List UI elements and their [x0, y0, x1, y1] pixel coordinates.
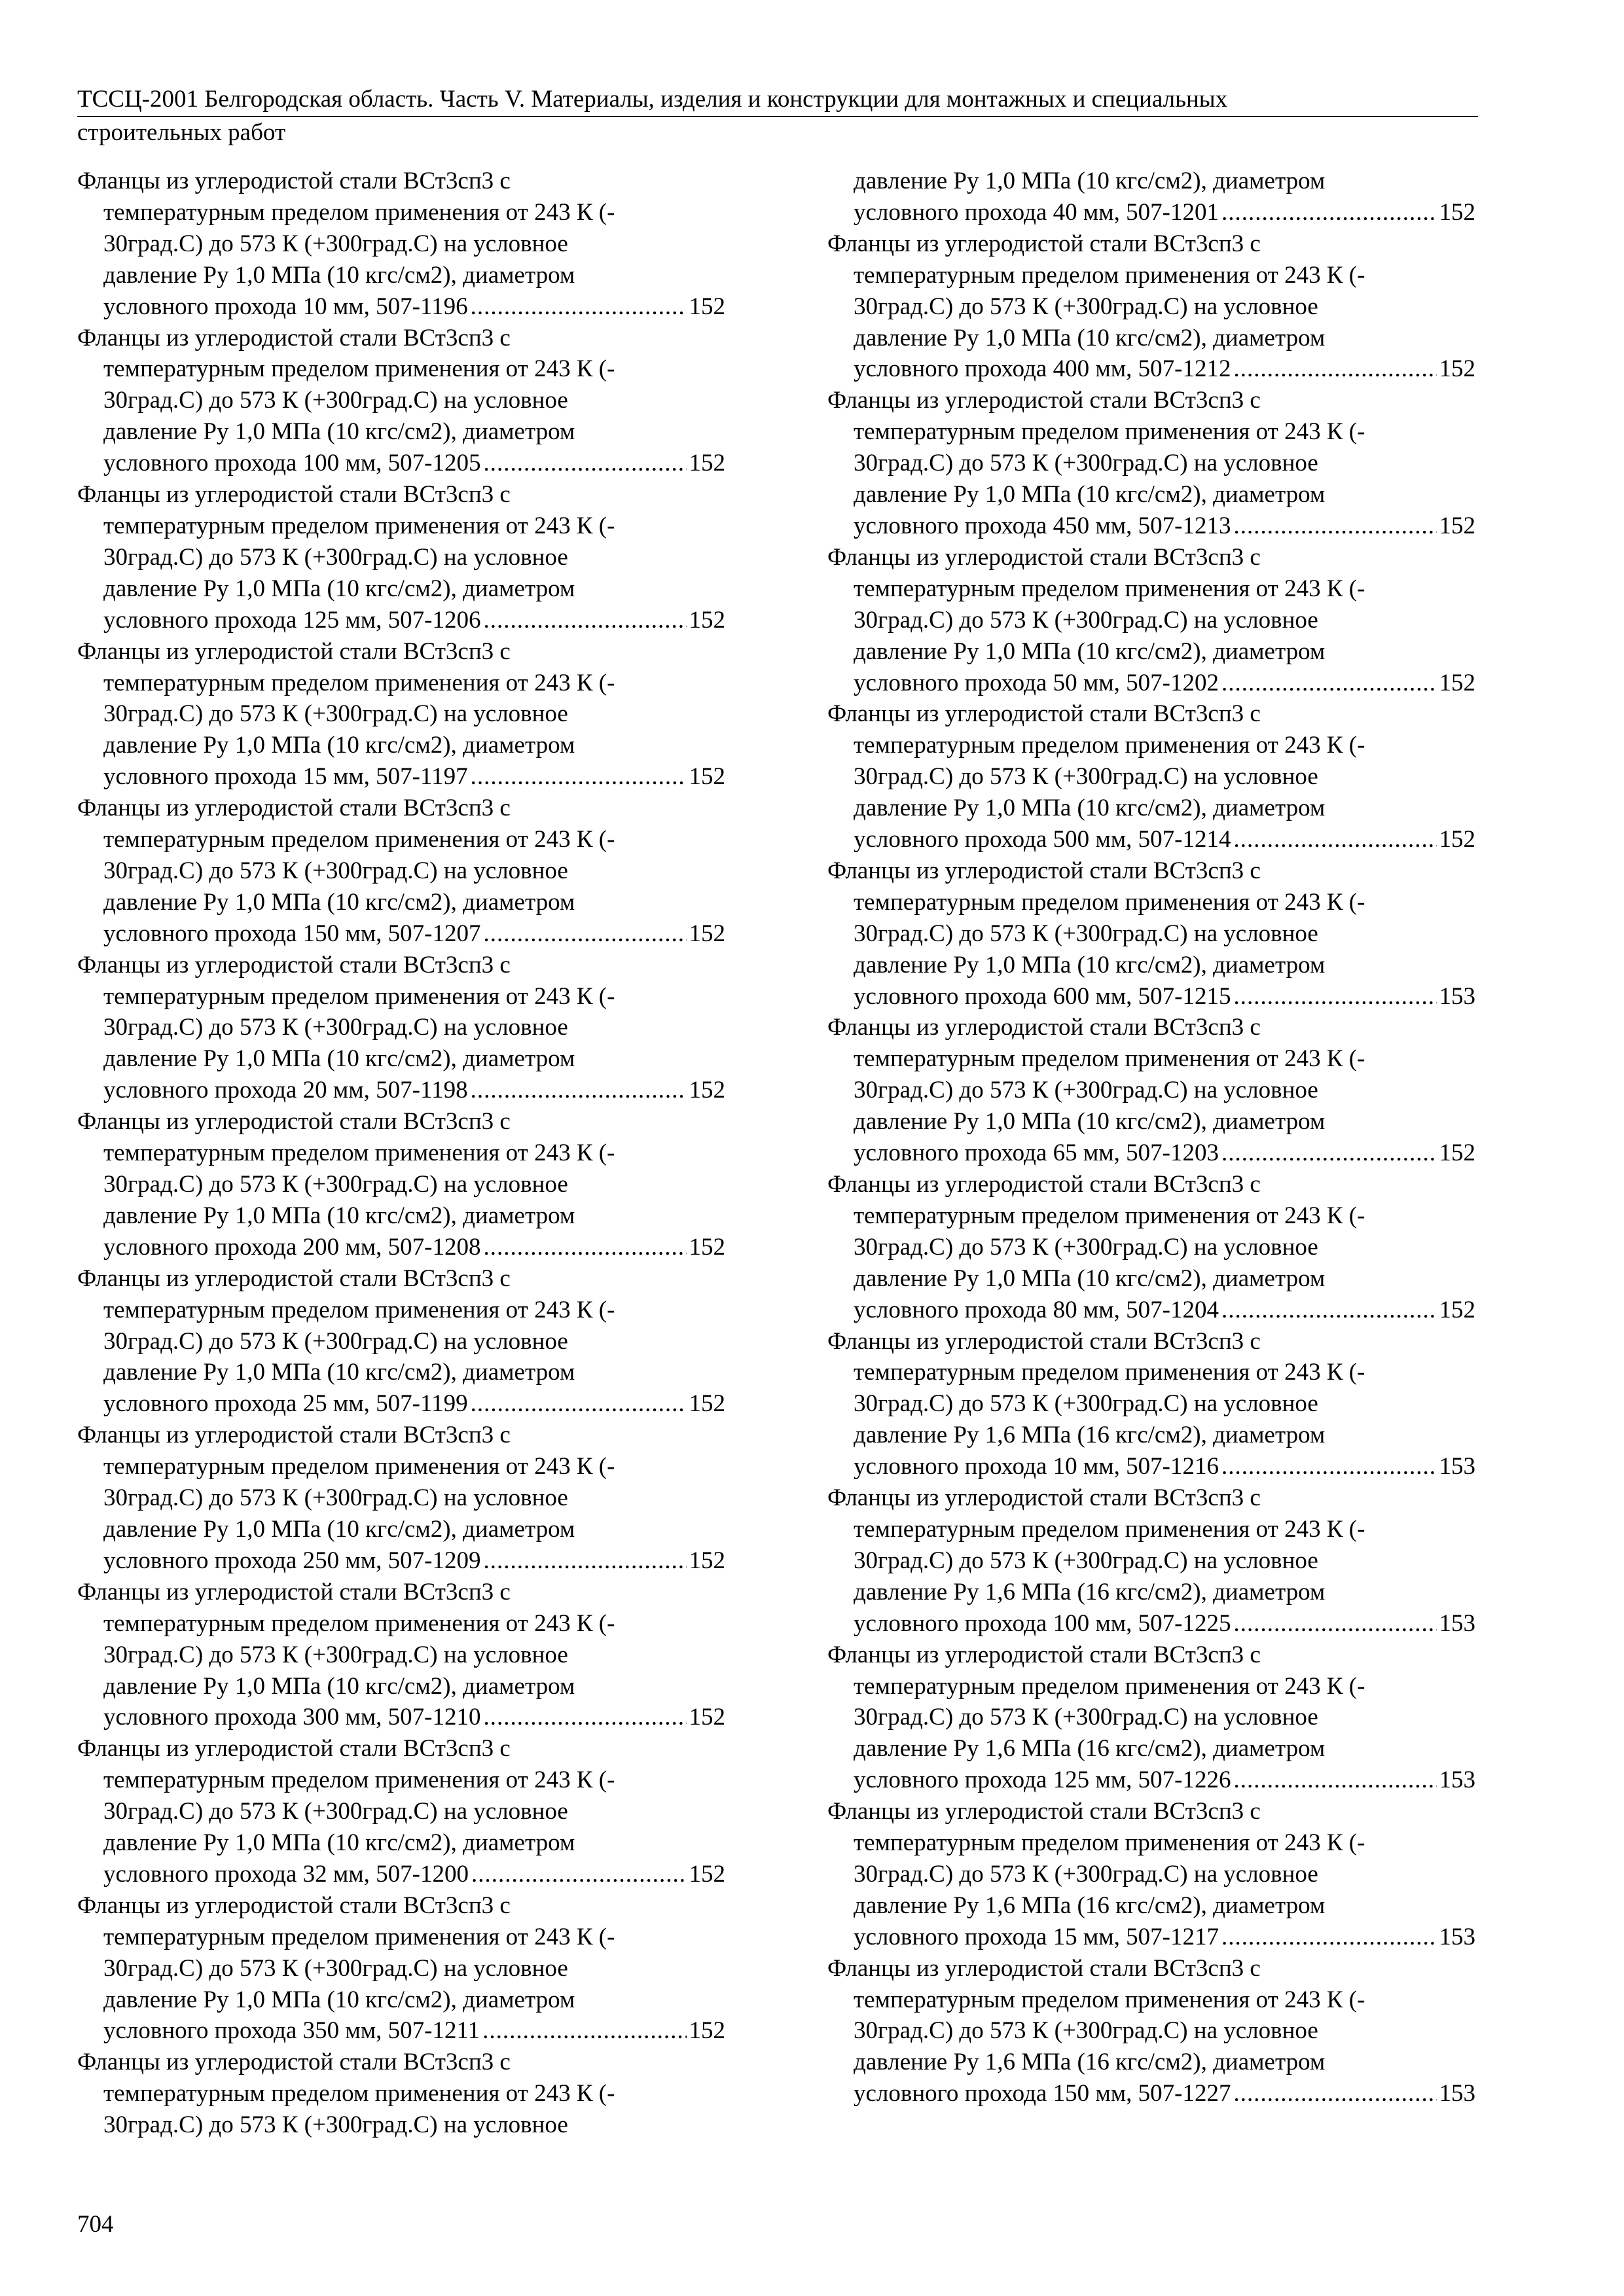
- entry-reference-line: [77, 605, 725, 636]
- dot-leader: [483, 1232, 686, 1263]
- entry-text-line: 30град.С) до 573 К (+300град.С) на условное: [854, 1390, 1318, 1418]
- entry-text-line: температурным пределом применения от 243 К (-: [103, 982, 615, 1010]
- index-entry: [77, 1106, 725, 1263]
- entry-text-line: давление Ру 1,6 МПа (16 кгс/см2), диаметром: [854, 1422, 1326, 1449]
- entry-reference-line: [827, 197, 1475, 228]
- entry-page-number: 152: [689, 1547, 725, 1574]
- entry-text-line: 30град.С) до 573 К (+300град.С) на условное: [103, 1484, 568, 1512]
- entry-text-line: температурным пределом применения от 243 К (-: [103, 512, 615, 539]
- entry-title-line: Фланцы из углеродистой стали ВСт3сп3 с: [77, 2049, 511, 2076]
- index-entry: [77, 166, 725, 323]
- index-entry: [827, 1953, 1475, 2110]
- entry-text-line: 30град.С) до 573 К (+300град.С) на условное: [854, 1233, 1318, 1261]
- dot-leader: [1233, 2078, 1436, 2109]
- dot-leader: [1233, 353, 1436, 385]
- entry-reference-line: [827, 668, 1475, 699]
- entry-text-line: температурным пределом применения от 243 К (-: [103, 2080, 615, 2108]
- entry-page-number: 152: [1439, 512, 1475, 539]
- entry-text-line: 30град.С) до 573 К (+300град.С) на условное: [103, 1171, 568, 1198]
- entry-title-line: Фланцы из углеродистой стали ВСт3сп3 с: [827, 387, 1261, 414]
- entry-reference-text: условного прохода 350 мм, 507-1211: [103, 2017, 480, 2045]
- index-entry: [77, 1733, 725, 1890]
- entry-reference-text: условного прохода 15 мм, 507-1197: [103, 763, 468, 791]
- entry-reference-line: [77, 1702, 725, 1733]
- entry-reference-text: условного прохода 20 мм, 507-1198: [103, 1077, 468, 1104]
- entry-text-line: температурным пределом применения от 243 К (-: [854, 261, 1365, 289]
- entry-title-line: Фланцы из углеродистой стали ВСт3сп3 с: [77, 168, 511, 194]
- entry-text-line: 30град.С) до 573 К (+300град.С) на условное: [103, 857, 568, 884]
- index-entry: [827, 855, 1475, 1013]
- dot-leader: [483, 1702, 686, 1733]
- index-entry: [827, 1012, 1475, 1169]
- index-entry: [77, 323, 725, 480]
- index-entry: [77, 1263, 725, 1420]
- dot-leader: [1221, 1138, 1437, 1169]
- entry-text-line: 30град.С) до 573 К (+300град.С) на условное: [854, 1077, 1318, 1104]
- dot-leader: [483, 605, 686, 636]
- entry-page-number: 153: [1439, 1767, 1475, 1794]
- entry-reference-line: [77, 1545, 725, 1577]
- entry-reference-text: условного прохода 65 мм, 507-1203: [854, 1139, 1219, 1167]
- entry-title-line: Фланцы из углеродистой стали ВСт3сп3 с: [827, 1327, 1261, 1355]
- header-title-line: ТССЦ-2001 Белгородская область. Часть V. Материалы, изделия и конструкции для монтажных и специальных: [77, 84, 1478, 117]
- entry-text-line: температурным пределом применения от 243 К (-: [103, 1139, 615, 1167]
- entry-page-number: 152: [1439, 669, 1475, 696]
- entry-reference-line: [827, 1765, 1475, 1796]
- entry-text-line: 30град.С) до 573 К (+300град.С) на условное: [103, 2111, 568, 2139]
- dot-leader: [471, 1388, 687, 1420]
- entry-title-line: Фланцы из углеродистой стали ВСт3сп3 с: [827, 543, 1261, 571]
- entry-title-line: Фланцы из углеродистой стали ВСт3сп3 с: [827, 1171, 1261, 1198]
- entry-reference-line: [827, 2078, 1475, 2109]
- entry-text-line: температурным пределом применения от 243 К (-: [103, 826, 615, 853]
- entry-reference-line: [827, 511, 1475, 542]
- entry-text-line: давление Ру 1,0 МПа (10 кгс/см2), диаметром: [103, 732, 575, 759]
- dot-leader: [1221, 668, 1437, 699]
- entry-text-line: давление Ру 1,0 МПа (10 кгс/см2), диаметром: [854, 795, 1326, 822]
- entry-title-line: Фланцы из углеродистой стали ВСт3сп3 с: [77, 481, 511, 509]
- entry-text-line: давление Ру 1,6 МПа (16 кгс/см2), диаметром: [854, 2049, 1326, 2076]
- entry-page-number: 152: [689, 763, 725, 791]
- entry-text-line: давление Ру 1,0 МПа (10 кгс/см2), диаметром: [854, 1108, 1326, 1136]
- entry-title-line: Фланцы из углеродистой стали ВСт3сп3 с: [77, 1578, 511, 1605]
- entry-reference-text: условного прохода 150 мм, 507-1207: [103, 920, 481, 947]
- entry-reference-text: условного прохода 100 мм, 507-1225: [854, 1609, 1231, 1637]
- entry-title-line: Фланцы из углеродистой стали ВСт3сп3 с: [77, 1108, 511, 1136]
- dot-leader: [1221, 1295, 1437, 1326]
- entry-text-line: давление Ру 1,0 МПа (10 кгс/см2), диаметром: [103, 1986, 575, 2013]
- dot-leader: [471, 761, 687, 793]
- dot-leader: [483, 918, 686, 950]
- entry-page-number: 152: [689, 1860, 725, 1888]
- entry-title-line: Фланцы из углеродистой стали ВСт3сп3 с: [77, 1892, 511, 1919]
- entry-reference-line: [77, 291, 725, 323]
- dot-leader: [1233, 824, 1436, 855]
- entry-text-line: температурным пределом применения от 243 К (-: [103, 198, 615, 226]
- entry-reference-line: [827, 353, 1475, 385]
- entry-text-line: давление Ру 1,0 МПа (10 кгс/см2), диаметром: [103, 418, 575, 446]
- entry-reference-text: условного прохода 500 мм, 507-1214: [854, 826, 1231, 853]
- index-entry: [77, 1890, 725, 2047]
- index-entry: [77, 1420, 725, 1577]
- entry-text-line: давление Ру 1,0 МПа (10 кгс/см2), диаметром: [103, 1515, 575, 1543]
- entry-text-line: температурным пределом применения от 243 К (-: [103, 355, 615, 383]
- page-number: 704: [77, 2211, 114, 2238]
- entry-text-line: давление Ру 1,0 МПа (10 кгс/см2), диаметром: [103, 1045, 575, 1073]
- entry-reference-text: условного прохода 125 мм, 507-1206: [103, 606, 481, 634]
- entry-text-line: температурным пределом применения от 243 К (-: [854, 1202, 1365, 1229]
- entry-page-number: 152: [1439, 198, 1475, 226]
- entry-title-line: Фланцы из углеродистой стали ВСт3сп3 с: [827, 857, 1261, 884]
- dot-leader: [1221, 1922, 1437, 1953]
- entry-text-line: температурным пределом применения от 243 К (-: [854, 1045, 1365, 1073]
- dot-leader: [482, 2015, 686, 2047]
- index-entry: [827, 1326, 1475, 1483]
- entry-text-line: температурным пределом применения от 243 К (-: [103, 1923, 615, 1950]
- entry-title-line: Фланцы из углеродистой стали ВСт3сп3 с: [827, 1954, 1261, 1982]
- index-entry: [827, 1482, 1475, 1640]
- entry-title-line: Фланцы из углеродистой стали ВСт3сп3 с: [77, 1265, 511, 1292]
- entry-text-line: 30град.С) до 573 К (+300град.С) на условное: [103, 1954, 568, 1982]
- entry-text-line: температурным пределом применения от 243 К (-: [103, 1453, 615, 1480]
- entry-reference-line: [77, 2015, 725, 2047]
- header-title-continuation: строительных работ: [77, 119, 286, 146]
- entry-text-line: 30град.С) до 573 К (+300град.С) на условное: [103, 1641, 568, 1668]
- entry-text-line: температурным пределом применения от 243 К (-: [854, 888, 1365, 916]
- entry-text-line: температурным пределом применения от 243 К (-: [854, 1986, 1365, 2013]
- entry-page-number: 152: [689, 1077, 725, 1104]
- entry-page-number: 153: [1439, 1923, 1475, 1950]
- dot-leader: [483, 448, 686, 479]
- entry-text-line: 30град.С) до 573 К (+300град.С) на условное: [854, 1704, 1318, 1731]
- entry-reference-line: [77, 761, 725, 793]
- entry-text-line: давление Ру 1,0 МПа (10 кгс/см2), диаметром: [103, 1359, 575, 1386]
- entry-page-number: 153: [1439, 982, 1475, 1010]
- entry-reference-line: [77, 1388, 725, 1420]
- entry-title-line: Фланцы из углеродистой стали ВСт3сп3 с: [77, 1422, 511, 1449]
- index-entry: [827, 542, 1475, 699]
- index-column-left: [77, 166, 725, 2141]
- entry-reference-text: условного прохода 25 мм, 507-1199: [103, 1390, 468, 1418]
- entry-page-number: 152: [689, 293, 725, 320]
- entry-text-line: температурным пределом применения от 243 К (-: [103, 1609, 615, 1637]
- entry-text-line: давление Ру 1,0 МПа (10 кгс/см2), диаметром: [854, 951, 1326, 978]
- entry-page-number: 152: [1439, 826, 1475, 853]
- entry-text-line: температурным пределом применения от 243 К (-: [854, 1672, 1365, 1700]
- entry-text-line: температурным пределом применения от 243 К (-: [854, 575, 1365, 602]
- index-entry: [827, 698, 1475, 855]
- entry-title-line: Фланцы из углеродистой стали ВСт3сп3 с: [827, 700, 1261, 728]
- entry-text-line: давление Ру 1,6 МПа (16 кгс/см2), диаметром: [854, 1892, 1326, 1919]
- entry-page-number: 153: [1439, 2080, 1475, 2108]
- entry-reference-text: условного прохода 450 мм, 507-1213: [854, 512, 1231, 539]
- entry-reference-line: [827, 1608, 1475, 1640]
- entry-page-number: 152: [689, 450, 725, 477]
- entry-reference-text: условного прохода 32 мм, 507-1200: [103, 1860, 469, 1888]
- entry-text-line: 30град.С) до 573 К (+300град.С) на условное: [103, 387, 568, 414]
- entry-text-line: 30град.С) до 573 К (+300град.С) на условное: [103, 1327, 568, 1355]
- entry-text-line: давление Ру 1,0 МПа (10 кгс/см2), диаметром: [103, 1672, 575, 1700]
- entry-text-line: температурным пределом применения от 243 К (-: [854, 1829, 1365, 1857]
- dot-leader: [1233, 981, 1436, 1013]
- entry-text-line: давление Ру 1,0 МПа (10 кгс/см2), диаметром: [854, 324, 1326, 351]
- entry-reference-text: условного прохода 10 мм, 507-1196: [103, 293, 468, 320]
- entry-reference-line: [77, 1859, 725, 1890]
- entry-text-line: давление Ру 1,6 МПа (16 кгс/см2), диаметром: [854, 1735, 1326, 1763]
- index-entry: [827, 1796, 1475, 1953]
- entry-reference-text: условного прохода 150 мм, 507-1227: [854, 2080, 1231, 2108]
- entry-reference-text: условного прохода 80 мм, 507-1204: [854, 1296, 1219, 1323]
- entry-reference-line: [77, 448, 725, 479]
- entry-reference-text: условного прохода 40 мм, 507-1201: [854, 198, 1219, 226]
- entry-page-number: 153: [1439, 1453, 1475, 1480]
- index-entry: [77, 793, 725, 950]
- entry-text-line: давление Ру 1,0 МПа (10 кгс/см2), диаметром: [103, 1202, 575, 1229]
- running-header: [77, 84, 1478, 148]
- index-entry: [827, 166, 1475, 228]
- entry-reference-text: условного прохода 250 мм, 507-1209: [103, 1547, 481, 1574]
- entry-text-line: 30град.С) до 573 К (+300град.С) на условное: [103, 700, 568, 728]
- entry-reference-line: [827, 1451, 1475, 1482]
- entry-text-line: 30град.С) до 573 К (+300град.С) на условное: [103, 1798, 568, 1825]
- entry-text-line: давление Ру 1,0 МПа (10 кгс/см2), диаметром: [103, 575, 575, 602]
- dot-leader: [483, 1545, 686, 1577]
- entry-text-line: температурным пределом применения от 243 К (-: [103, 669, 615, 696]
- entry-text-line: давление Ру 1,0 МПа (10 кгс/см2), диаметром: [103, 1829, 575, 1857]
- entry-text-line: 30град.С) до 573 К (+300град.С) на условное: [103, 543, 568, 571]
- entry-title-line: Фланцы из углеродистой стали ВСт3сп3 с: [77, 951, 511, 978]
- entry-text-line: давление Ру 1,0 МПа (10 кгс/см2), диаметром: [854, 1265, 1326, 1292]
- entry-text-line: температурным пределом применения от 243 К (-: [103, 1296, 615, 1323]
- entry-page-number: 152: [689, 1704, 725, 1731]
- entry-reference-line: [827, 981, 1475, 1013]
- entry-title-line: Фланцы из углеродистой стали ВСт3сп3 с: [827, 1484, 1261, 1512]
- entry-text-line: 30град.С) до 573 К (+300град.С) на условное: [854, 606, 1318, 634]
- entry-page-number: 152: [689, 1233, 725, 1261]
- entry-reference-text: условного прохода 300 мм, 507-1210: [103, 1704, 481, 1731]
- dot-leader: [1221, 1451, 1437, 1482]
- entry-text-line: 30град.С) до 573 К (+300град.С) на условное: [103, 230, 568, 257]
- index-entry: [827, 1169, 1475, 1326]
- entry-text-line: давление Ру 1,0 МПа (10 кгс/см2), диаметром: [854, 637, 1326, 665]
- entry-text-line: температурным пределом применения от 243 К (-: [854, 1359, 1365, 1386]
- entry-text-line: 30град.С) до 573 К (+300град.С) на условное: [103, 1014, 568, 1041]
- entry-text-line: 30град.С) до 573 К (+300град.С) на условное: [854, 920, 1318, 947]
- index-entry: [827, 385, 1475, 542]
- entry-reference-line: [827, 824, 1475, 855]
- entry-reference-text: условного прохода 600 мм, 507-1215: [854, 982, 1231, 1010]
- index-entry: [77, 2047, 725, 2141]
- entry-page-number: 152: [689, 920, 725, 947]
- entry-reference-line: [827, 1138, 1475, 1169]
- entry-text-line: 30град.С) до 573 К (+300град.С) на условное: [854, 450, 1318, 477]
- index-entry: [827, 1640, 1475, 1797]
- index-entry: [77, 1577, 725, 1734]
- entry-reference-line: [77, 918, 725, 950]
- entry-page-number: 152: [689, 2017, 725, 2045]
- index-column-right: [827, 166, 1475, 2109]
- entry-text-line: температурным пределом применения от 243 К (-: [854, 418, 1365, 446]
- dot-leader: [1233, 511, 1436, 542]
- entry-title-line: Фланцы из углеродистой стали ВСт3сп3 с: [77, 637, 511, 665]
- dot-leader: [471, 291, 687, 323]
- entry-text-line: температурным пределом применения от 243 К (-: [854, 732, 1365, 759]
- index-entry: [77, 479, 725, 636]
- entry-text-line: 30град.С) до 573 К (+300град.С) на условное: [854, 293, 1318, 320]
- entry-reference-text: условного прохода 10 мм, 507-1216: [854, 1453, 1219, 1480]
- entry-reference-text: условного прохода 50 мм, 507-1202: [854, 669, 1219, 696]
- dot-leader: [1233, 1608, 1436, 1640]
- entry-reference-text: условного прохода 15 мм, 507-1217: [854, 1923, 1219, 1950]
- entry-page-number: 153: [1439, 1609, 1475, 1637]
- entry-text-line: 30град.С) до 573 К (+300град.С) на условное: [854, 763, 1318, 791]
- entry-reference-text: условного прохода 400 мм, 507-1212: [854, 355, 1231, 383]
- entry-page-number: 152: [1439, 1139, 1475, 1167]
- entry-text-line: давление Ру 1,0 МПа (10 кгс/см2), диаметром: [103, 261, 575, 289]
- entry-reference-line: [827, 1295, 1475, 1326]
- dot-leader: [471, 1075, 687, 1106]
- dot-leader: [1233, 1765, 1436, 1796]
- entry-text-line: 30град.С) до 573 К (+300град.С) на условное: [854, 2017, 1318, 2045]
- entry-title-line: Фланцы из углеродистой стали ВСт3сп3 с: [77, 324, 511, 351]
- entry-title-line: Фланцы из углеродистой стали ВСт3сп3 с: [827, 230, 1261, 257]
- entry-reference-line: [77, 1232, 725, 1263]
- entry-reference-text: условного прохода 200 мм, 507-1208: [103, 1233, 481, 1261]
- entry-page-number: 152: [689, 1390, 725, 1418]
- entry-text-line: давление Ру 1,0 МПа (10 кгс/см2), диаметром: [103, 888, 575, 916]
- entry-title-line: Фланцы из углеродистой стали ВСт3сп3 с: [827, 1641, 1261, 1668]
- entry-reference-text: условного прохода 125 мм, 507-1226: [854, 1767, 1231, 1794]
- dot-leader: [471, 1859, 687, 1890]
- entry-text-line: температурным пределом применения от 243 К (-: [103, 1767, 615, 1794]
- entry-title-line: Фланцы из углеродистой стали ВСт3сп3 с: [827, 1798, 1261, 1825]
- entry-reference-text: условного прохода 100 мм, 507-1205: [103, 450, 481, 477]
- entry-title-line: Фланцы из углеродистой стали ВСт3сп3 с: [77, 795, 511, 822]
- entry-page-number: 152: [1439, 1296, 1475, 1323]
- entry-title-line: Фланцы из углеродистой стали ВСт3сп3 с: [827, 1014, 1261, 1041]
- entry-text-line: 30град.С) до 573 К (+300град.С) на условное: [854, 1860, 1318, 1888]
- dot-leader: [1221, 197, 1437, 228]
- entry-text-line: давление Ру 1,0 МПа (10 кгс/см2), диаметром: [854, 481, 1326, 509]
- entry-reference-line: [77, 1075, 725, 1106]
- index-entry: [827, 228, 1475, 386]
- entry-reference-line: [827, 1922, 1475, 1953]
- entry-page-number: 152: [1439, 355, 1475, 383]
- entry-page-number: 152: [689, 606, 725, 634]
- index-entry: [77, 636, 725, 793]
- index-entry: [77, 950, 725, 1107]
- entry-title-line: Фланцы из углеродистой стали ВСт3сп3 с: [77, 1735, 511, 1763]
- entry-text-line: температурным пределом применения от 243 К (-: [854, 1515, 1365, 1543]
- entry-text-line: давление Ру 1,0 МПа (10 кгс/см2), диаметром: [854, 168, 1326, 194]
- entry-text-line: 30град.С) до 573 К (+300град.С) на условное: [854, 1547, 1318, 1574]
- entry-text-line: давление Ру 1,6 МПа (16 кгс/см2), диаметром: [854, 1578, 1326, 1605]
